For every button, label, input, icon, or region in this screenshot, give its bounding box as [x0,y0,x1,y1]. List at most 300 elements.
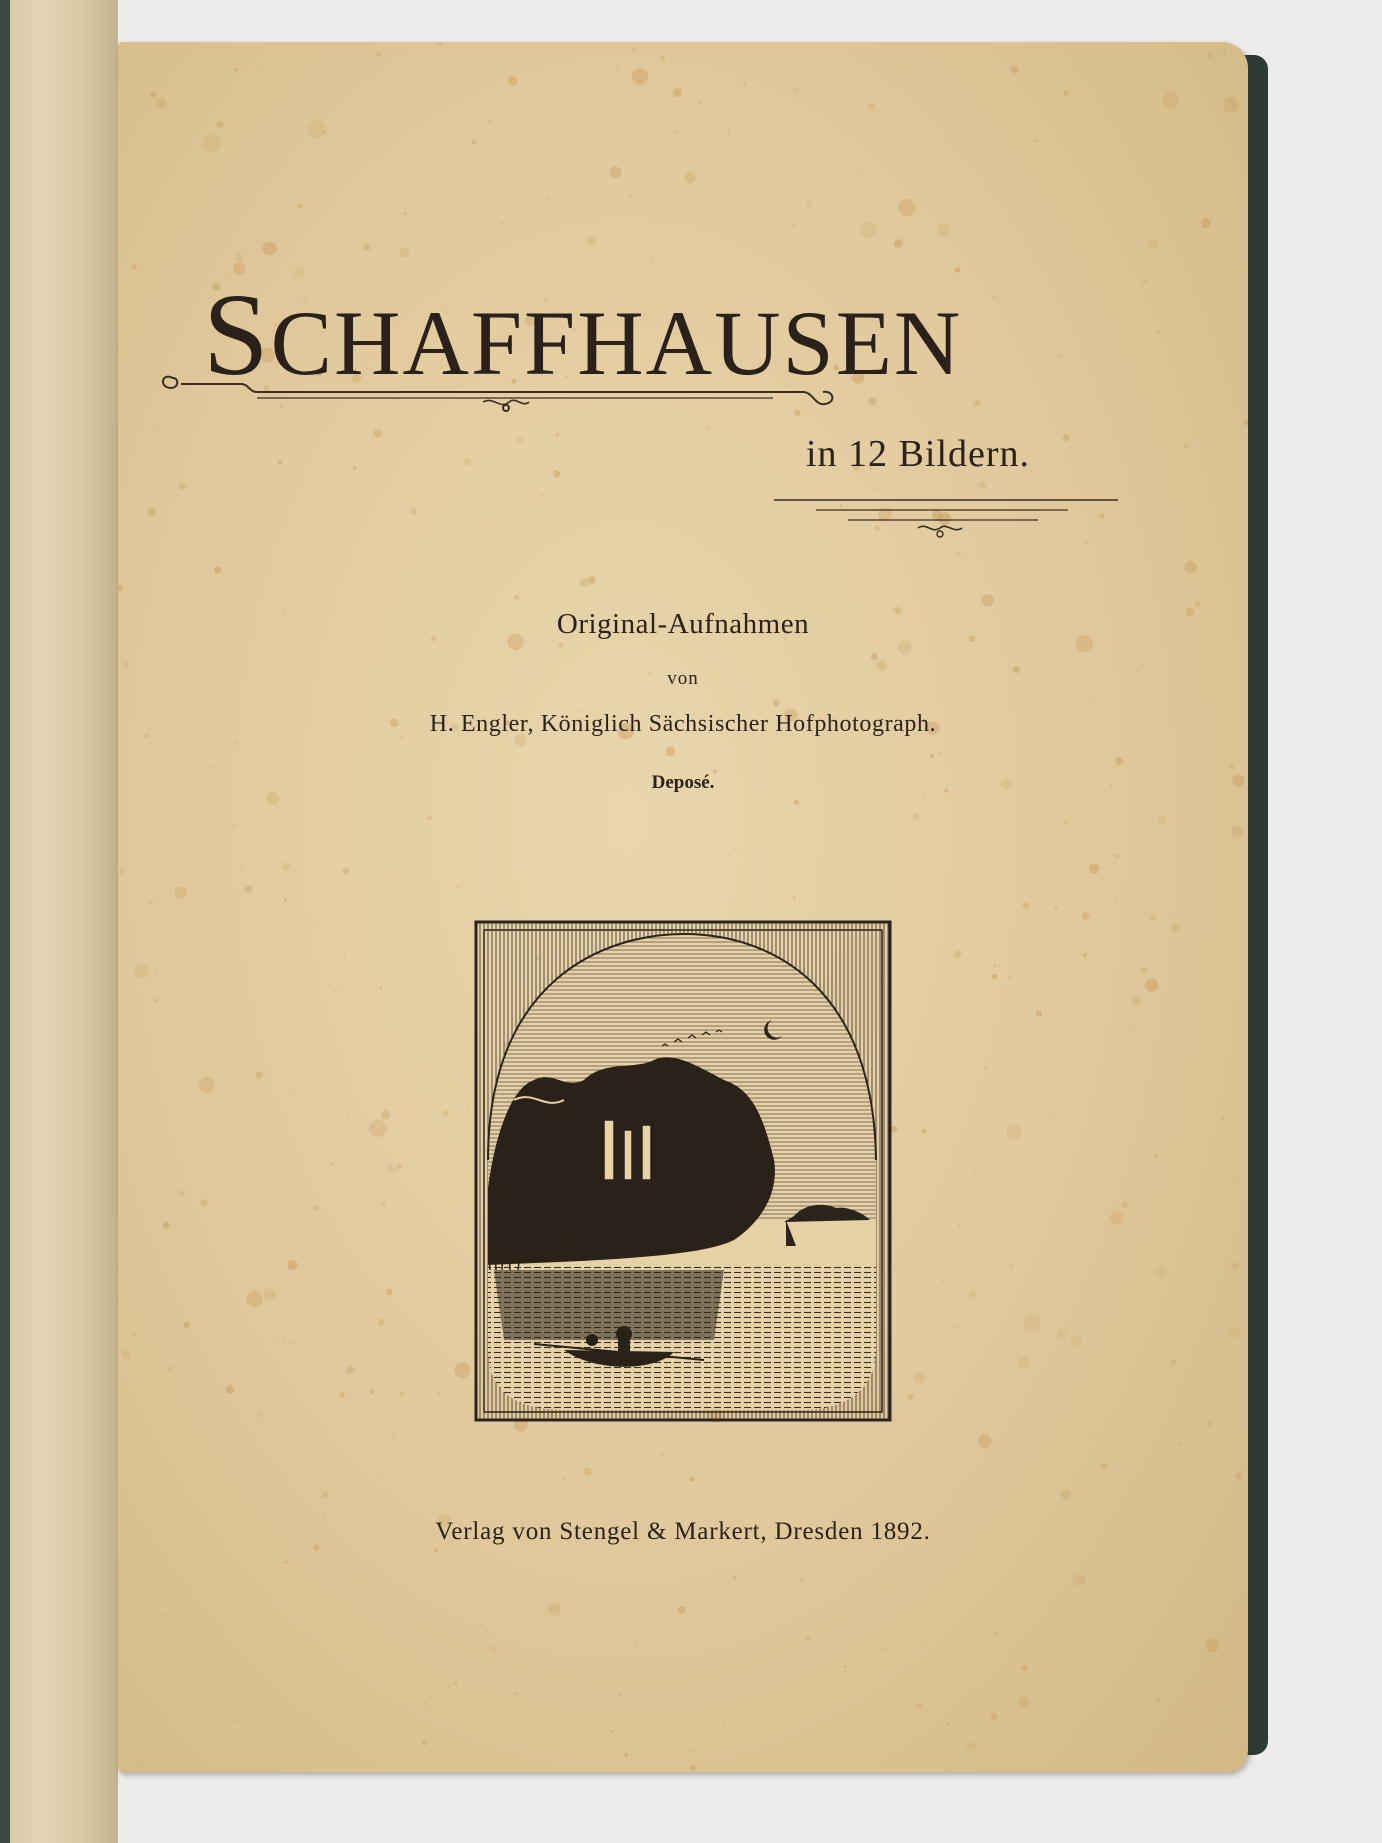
foxing-spot [240,868,242,870]
foxing-spot [546,196,550,200]
foxing-spot [994,1631,997,1634]
foxing-spot [118,585,123,592]
foxing-spot [668,834,670,836]
foxing-spot [1006,1124,1021,1139]
foxing-spot [216,121,223,128]
foxing-spot [1089,696,1092,699]
foxing-spot [1064,90,1069,95]
foxing-spot [894,239,903,248]
foxing-spot [958,1225,961,1228]
foxing-spot [1023,1312,1041,1330]
foxing-spot [1223,97,1239,113]
foxing-spot [234,67,238,71]
foxing-spot [446,1684,449,1687]
foxing-spot [921,1129,926,1134]
foxing-spot [377,1478,379,1480]
foxing-spot [179,483,186,490]
foxing-spot [1223,49,1226,52]
foxing-spot [235,741,239,745]
foxing-spot [1147,240,1158,251]
foxing-spot [1158,816,1167,825]
foxing-spot [1132,996,1141,1005]
foxing-spot [339,1392,345,1398]
foxing-spot [1100,1463,1107,1470]
foxing-spot [169,1367,173,1371]
foxing-spot [1019,1697,1030,1708]
foxing-spot [938,752,941,755]
foxing-spot [1114,1290,1116,1292]
foxing-spot [288,1087,290,1089]
foxing-spot [322,1492,328,1498]
foxing-spot [917,1060,919,1062]
foxing-spot [424,1702,427,1705]
foxing-spot [919,1643,922,1646]
foxing-spot [155,971,158,974]
foxing-spot [1010,66,1018,74]
foxing-spot [673,88,682,97]
foxing-spot [795,88,799,92]
foxing-spot [717,1659,719,1661]
foxing-spot [298,203,303,208]
foxing-spot [580,578,589,587]
foxing-spot [1235,1473,1242,1480]
foxing-spot [635,1645,638,1648]
foxing-spot [984,1067,987,1070]
foxing-spot [517,437,523,443]
foxing-spot [1163,92,1180,109]
credit-connector: von [667,668,699,689]
foxing-spot [197,424,200,427]
foxing-spot [132,1334,135,1337]
foxing-spot [382,1203,386,1207]
foxing-spot [1229,764,1234,769]
foxing-spot [263,1288,275,1300]
foxing-spot [539,493,544,498]
foxing-spot [148,899,154,905]
foxing-spot [148,508,155,515]
foxing-spot [661,56,666,61]
foxing-spot [150,91,156,97]
foxing-spot [463,458,470,465]
foxing-spot [990,1713,997,1720]
foxing-spot [423,1063,425,1065]
foxing-spot [987,1300,989,1302]
foxing-spot [992,296,997,301]
foxing-spot [369,1120,386,1137]
title-page [118,42,1248,1772]
foxing-spot [508,76,518,86]
foxing-spot [381,586,383,588]
foxing-spot [1201,219,1211,229]
foxing-spot [153,427,155,429]
foxing-spot [180,1191,184,1195]
foxing-spot [465,155,467,157]
foxing-spot [163,1222,170,1229]
foxing-spot [693,1750,695,1752]
foxing-spot [1036,1010,1042,1016]
foxing-spot [1057,1330,1066,1339]
foxing-spot [947,1723,950,1726]
foxing-spot [639,1466,642,1469]
foxing-spot [132,264,137,269]
foxing-spot [743,82,747,86]
foxing-spot [1244,420,1248,425]
foxing-spot [1082,912,1090,920]
foxing-spot [263,242,277,256]
foxing-spot [472,141,476,145]
foxing-spot [954,950,962,958]
foxing-spot [1155,1266,1167,1278]
foxing-spot [610,1730,613,1733]
engraving-illustration [474,920,892,1422]
foxing-spot [438,1392,441,1395]
foxing-spot [210,159,213,162]
foxing-spot [734,846,738,850]
foxing-spot [587,237,596,246]
foxing-spot [1008,1264,1013,1269]
foxing-spot [198,1077,214,1093]
foxing-spot [1063,820,1067,824]
foxing-spot [898,199,915,216]
foxing-spot [1171,1359,1177,1365]
foxing-spot [974,1170,977,1173]
foxing-spot [378,1319,385,1326]
foxing-spot [868,103,875,110]
foxing-spot [970,1291,977,1298]
foxing-spot [588,576,596,584]
foxing-spot [1083,953,1087,957]
foxing-spot [1184,561,1197,574]
foxing-spot [1153,1154,1158,1159]
foxing-spot [334,989,337,992]
foxing-spot [411,508,417,514]
foxing-spot [235,1719,240,1724]
foxing-spot [284,899,287,902]
foxing-spot [982,594,994,606]
foxing-spot [353,466,357,470]
foxing-spot [1008,976,1012,980]
foxing-spot [1071,1336,1082,1347]
foxing-spot [500,221,504,225]
foxing-spot [686,1696,689,1699]
foxing-spot [1063,181,1065,183]
foxing-spot [942,1280,945,1283]
foxing-spot [285,1560,288,1563]
foxing-spot [804,1766,808,1770]
foxing-spot [1018,1357,1030,1369]
title-rest: CHAFFHAUSEN [270,292,963,394]
foxing-spot [1121,1201,1128,1208]
foxing-spot [618,1694,621,1697]
foxing-spot [956,1326,959,1329]
foxing-spot [308,119,326,137]
foxing-spot [1016,1313,1018,1315]
foxing-spot [448,255,450,257]
foxing-spot [256,1411,262,1417]
foxing-spot [610,167,622,179]
foxing-spot [119,869,125,875]
foxing-spot [1142,278,1147,283]
foxing-spot [1115,900,1117,902]
foxing-spot [871,653,878,660]
foxing-spot [514,1692,517,1695]
foxing-spot [1058,354,1062,358]
foxing-spot [992,974,997,979]
foxing-spot [183,1322,190,1329]
foxing-spot [705,427,709,431]
foxing-spot [485,1628,488,1631]
foxing-spot [1227,1326,1240,1339]
foxing-spot [370,1389,375,1394]
foxing-spot [1180,302,1183,305]
foxing-spot [214,567,221,574]
foxing-spot [1232,826,1243,837]
foxing-spot [191,1751,193,1753]
foxing-spot [1159,937,1161,939]
foxing-spot [1089,1437,1091,1439]
foxing-spot [404,212,407,215]
foxing-spot [200,1199,207,1206]
foxing-spot [376,52,381,57]
foxing-spot [553,470,560,477]
foxing-spot [154,999,157,1002]
foxing-spot [1245,66,1247,68]
photographer-credit: H. Engler, Königlich Sächsischer Hofphotograph. [429,711,937,737]
foxing-spot [1054,906,1058,910]
foxing-spot [773,700,780,707]
foxing-spot [244,885,252,893]
foxing-spot [122,1350,131,1359]
foxing-spot [923,797,925,799]
foxing-spot [282,1339,284,1341]
foxing-spot [1145,978,1158,991]
foxing-spot [347,1114,350,1117]
foxing-spot [1061,1490,1071,1500]
foxing-spot [514,595,519,600]
foxing-spot [862,170,864,172]
foxing-spot [323,130,327,134]
foxing-spot [898,641,912,655]
foxing-spot [508,1644,510,1646]
foxing-spot [916,1703,922,1709]
foxing-spot [662,1453,664,1455]
foxing-spot [1022,1665,1028,1671]
foxing-spot [490,1646,498,1654]
foxing-spot [392,1434,395,1437]
foxing-spot [1235,1180,1239,1184]
foxing-spot [974,400,980,406]
foxing-spot [314,924,316,926]
foxing-spot [1127,1024,1129,1026]
foxing-spot [629,195,632,198]
book-inner-cover-edge [0,0,118,1843]
foxing-spot [793,896,796,899]
foxing-spot [1105,330,1107,332]
foxing-spot [1033,139,1037,143]
foxing-spot [400,1391,405,1396]
foxing-spot [857,54,859,56]
book-cover-spine [0,0,10,1843]
foxing-spot [442,1110,449,1117]
title-initial: S [203,269,271,400]
foxing-spot [287,1260,297,1270]
foxing-spot [257,67,259,69]
foxing-spot [1110,1211,1124,1225]
foxing-spot [632,68,648,84]
foxing-spot [1050,1114,1052,1116]
foxing-spot [913,1372,924,1383]
foxing-spot [123,661,130,668]
foxing-spot [617,65,619,67]
foxing-spot [650,261,652,263]
foxing-spot [134,964,149,979]
foxing-spot [583,1467,591,1475]
foxing-spot [674,130,678,134]
foxing-spot [281,1723,284,1726]
foxing-spot [1194,601,1200,607]
foxing-spot [1115,757,1123,765]
foxing-spot [434,1548,438,1552]
foxing-spot [1040,233,1042,235]
foxing-spot [212,765,214,767]
foxing-spot [1115,854,1120,859]
foxing-spot [396,1163,402,1169]
foxing-spot [226,1385,235,1394]
foxing-spot [978,1434,992,1448]
foxing-spot [685,172,696,183]
foxing-spot [860,222,877,239]
foxing-spot [1150,915,1156,921]
foxing-spot [455,1362,471,1378]
foxing-spot [388,1164,396,1172]
foxing-spot [282,863,290,871]
foxing-spot [844,1665,847,1668]
foxing-spot [1141,1426,1144,1429]
foxing-spot [488,120,491,123]
foxing-spot [801,1578,804,1581]
foxing-spot [422,1741,427,1746]
foxing-spot [908,1394,914,1400]
foxing-spot [1157,1698,1161,1702]
foxing-spot [916,64,919,67]
foxing-spot [966,1741,975,1750]
foxing-spot [1143,664,1145,666]
foxing-spot [138,1761,140,1763]
photo-credit-heading: Original-Aufnahmen [556,608,810,640]
foxing-spot [236,254,243,261]
foxing-spot [733,1575,737,1579]
foxing-spot [397,876,399,878]
foxing-spot [937,223,950,236]
foxing-spot [379,987,382,990]
foxing-spot [1206,52,1212,58]
foxing-spot [994,964,997,967]
foxing-spot [727,131,730,134]
foxing-spot [794,800,800,806]
publisher-imprint: Verlag von Stengel & Markert, Dresden 1892. [435,1518,931,1545]
foxing-spot [233,825,236,828]
foxing-spot [690,1477,695,1482]
foxing-spot [631,48,636,53]
foxing-spot [881,1648,886,1653]
foxing-spot [665,746,675,756]
depose-mark: Deposé. [651,772,715,793]
foxing-spot [930,754,934,758]
foxing-spot [1142,968,1148,974]
foxing-spot [399,248,409,258]
foxing-spot [368,496,371,499]
foxing-spot [346,1366,354,1374]
foxing-spot [624,1753,628,1757]
foxing-spot [698,101,701,104]
foxing-spot [1176,1441,1182,1447]
foxing-spot [374,429,383,438]
foxing-spot [170,1356,172,1358]
foxing-spot [478,1625,481,1628]
foxing-spot [690,1765,697,1772]
foxing-spot [1105,1031,1107,1033]
foxing-spot [678,1606,686,1614]
foxing-spot [981,862,984,865]
title-ornament-rule [153,362,873,422]
foxing-spot [867,1631,869,1633]
foxing-spot [381,1110,390,1119]
foxing-spot [1184,444,1188,448]
foxing-spot [1170,923,1180,933]
foxing-spot [556,433,560,437]
foxing-spot [653,822,655,824]
foxing-spot [1228,499,1231,502]
foxing-spot [548,1603,561,1616]
foxing-spot [558,643,563,648]
foxing-spot [1089,864,1099,874]
foxing-spot [913,814,919,820]
foxing-spot [275,1341,277,1343]
foxing-spot [255,1071,263,1079]
foxing-spot [427,816,432,821]
foxing-spot [1072,1573,1085,1586]
foxing-spot [1207,1421,1213,1427]
foxing-spot [1063,434,1070,441]
foxing-spot [467,1105,470,1108]
foxing-spot [1185,1130,1187,1132]
foxing-spot [175,886,188,899]
foxing-spot [313,1205,319,1211]
foxing-spot [278,460,282,464]
foxing-spot [364,244,371,251]
foxing-spot [1006,1755,1009,1758]
foxing-spot [708,1723,711,1726]
foxing-spot [290,1342,293,1345]
foxing-spot [1023,902,1030,909]
subtitle-ornament-rule [768,490,1128,560]
foxing-spot [1186,1429,1189,1432]
foxing-spot [457,886,459,888]
foxing-spot [343,868,350,875]
foxing-spot [435,42,443,46]
foxing-spot [480,524,482,526]
foxing-spot [806,200,813,207]
foxing-spot [723,1724,725,1726]
foxing-spot [331,1163,334,1166]
foxing-spot [1222,1118,1225,1121]
foxing-spot [303,42,306,45]
foxing-spot [806,246,810,250]
foxing-spot [563,1477,566,1480]
foxing-spot [246,1291,262,1307]
foxing-spot [979,481,987,489]
foxing-spot [155,98,166,109]
